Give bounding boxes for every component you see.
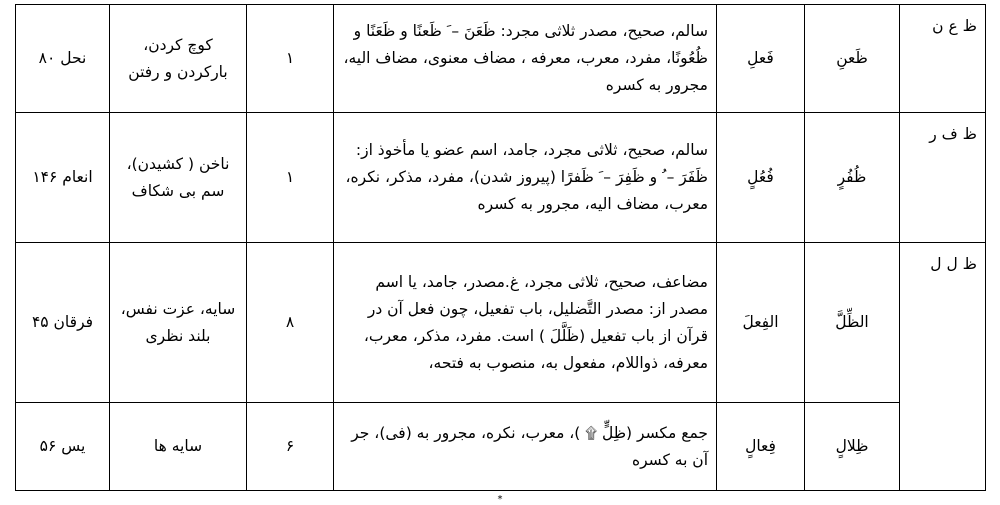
reference-cell: فرقان ۴۵ bbox=[16, 243, 110, 403]
root-cell: ظ ع ن bbox=[900, 5, 986, 113]
meaning-cell: سایه ها bbox=[110, 403, 247, 491]
reference-cell: انعام ۱۴۶ bbox=[16, 113, 110, 243]
description-cell: مضاعف، صحیح، ثلاثی مجرد، غ.مصدر، جامد، یا اسم مصدر از: مصدر التَّضلیل، باب تفعیل، چون فعل آن در قرآن از باب تفعیل (ظَلَّلَ ) است. مفرد، مذکر، معرب، معرفه، ذواللام، مفعول به، منصوب به فتحه، bbox=[334, 243, 717, 403]
word-cell: ظُفُرٍ bbox=[805, 113, 900, 243]
pattern-cell: فِعالٍ bbox=[717, 403, 805, 491]
table-row bbox=[16, 243, 986, 403]
description-cell: جمع مکسر (ظِلٍّ ۩ )، معرب، نکره، مجرور به (فی)، جر آن به کسره bbox=[334, 403, 717, 491]
table-row bbox=[16, 5, 986, 113]
table-row bbox=[16, 113, 986, 243]
table-row bbox=[16, 403, 986, 491]
footer-mark: * bbox=[497, 494, 503, 505]
description-cell: سالم، صحیح، ثلاثی مجرد، جامد، اسم عضو یا مأخوذ از: ظَفَرَ – ُ و ظَفِرَ – َ ظَفرًا (پیروز شدن)، مفرد، مذکر، نکره، معرب، مضاف الیه، مجرور به کسره bbox=[334, 113, 717, 243]
description-cell: سالم، صحیح، مصدر ثلاثی مجرد: ظَعَنَ – َ ظَعنًا و ظَعَنًا و ظُعُونًا، مفرد، معرب، معرفه ، مضاف معنوی، مضاف الیه، مجرور به کسره bbox=[334, 5, 717, 113]
pattern-cell: فُعُلٍ bbox=[717, 113, 805, 243]
word-cell: ظِلالٍ bbox=[805, 403, 900, 491]
count-cell: ۸ bbox=[247, 243, 334, 403]
pattern-cell: الفِعلَ bbox=[717, 243, 805, 403]
count-cell: ۱ bbox=[247, 5, 334, 113]
meaning-cell: ناخن ( کشیدن)، سم بی شکاف bbox=[110, 113, 247, 243]
pattern-cell: فَعلِ bbox=[717, 5, 805, 113]
reference-cell: یس ۵۶ bbox=[16, 403, 110, 491]
lexicon-table bbox=[15, 4, 986, 491]
meaning-cell: سایه، عزت نفس، بلند نظری bbox=[110, 243, 247, 403]
count-cell: ۶ bbox=[247, 403, 334, 491]
reference-cell: نحل ۸۰ bbox=[16, 5, 110, 113]
meaning-cell: کوچ کردن، بارکردن و رفتن bbox=[110, 5, 247, 113]
root-cell: ظ ل ل bbox=[900, 243, 986, 491]
word-cell: الظِّلَّ bbox=[805, 243, 900, 403]
word-cell: ظَعنِ bbox=[805, 5, 900, 113]
count-cell: ۱ bbox=[247, 113, 334, 243]
root-cell: ظ ف ر bbox=[900, 113, 986, 243]
